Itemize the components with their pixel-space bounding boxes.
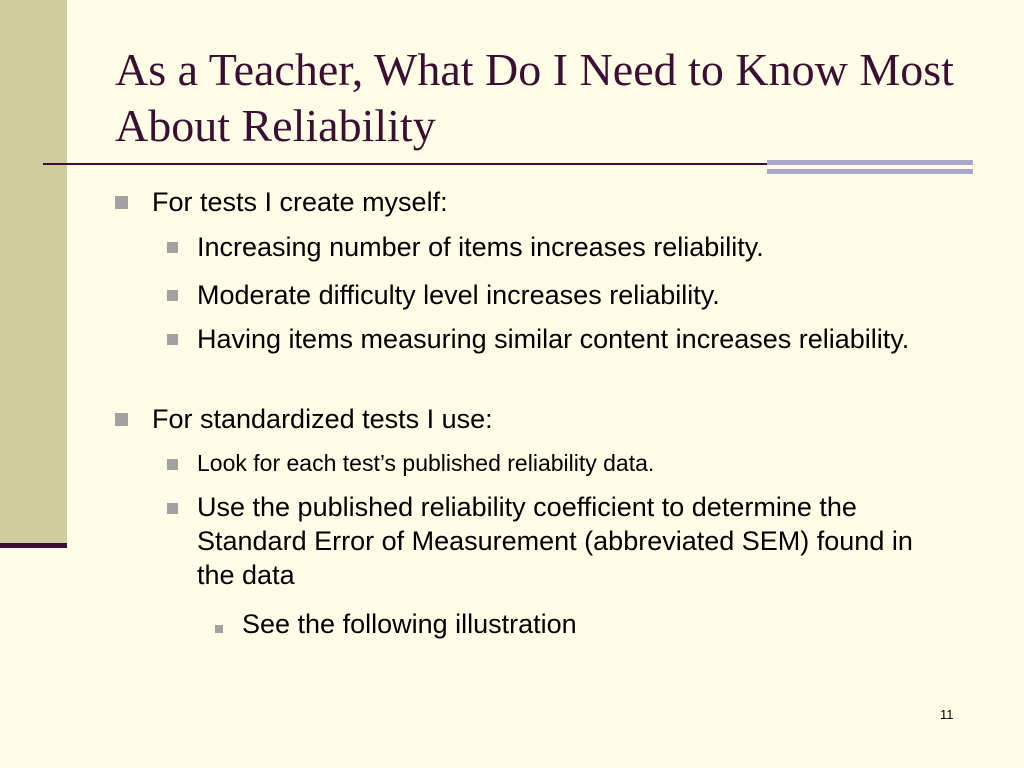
bullet-level2: Increasing number of items increases reliability. bbox=[197, 232, 764, 262]
bullet-level2: Use the published reliability coefficient to determine the Standard Error of Measurement (abbreviated SEM) found in the data bbox=[197, 492, 913, 590]
bullet-square-icon bbox=[115, 413, 128, 426]
slide-title: As a Teacher, What Do I Need to Know Most About Reliability bbox=[115, 44, 954, 151]
bullet-square-icon bbox=[167, 242, 178, 253]
bullet-level2: Look for each test’s published reliability data. bbox=[197, 450, 655, 476]
bullet-square-icon bbox=[215, 625, 223, 633]
bullet-square-icon bbox=[115, 196, 128, 209]
bullet-square-icon bbox=[167, 290, 178, 301]
bullet-level2: Moderate difficulty level increases reliability. bbox=[197, 280, 720, 310]
page-number: 11 bbox=[940, 707, 954, 722]
bullet-level1: For tests I create myself: bbox=[152, 187, 448, 217]
bullet-square-icon bbox=[167, 503, 178, 514]
bullet-square-icon bbox=[167, 459, 178, 470]
bullet-level3: See the following illustration bbox=[242, 609, 577, 639]
bullet-level1: For standardized tests I use: bbox=[152, 404, 493, 434]
bullet-square-icon bbox=[167, 334, 178, 345]
bullet-level2: Having items measuring similar content increases reliability. bbox=[197, 324, 910, 354]
